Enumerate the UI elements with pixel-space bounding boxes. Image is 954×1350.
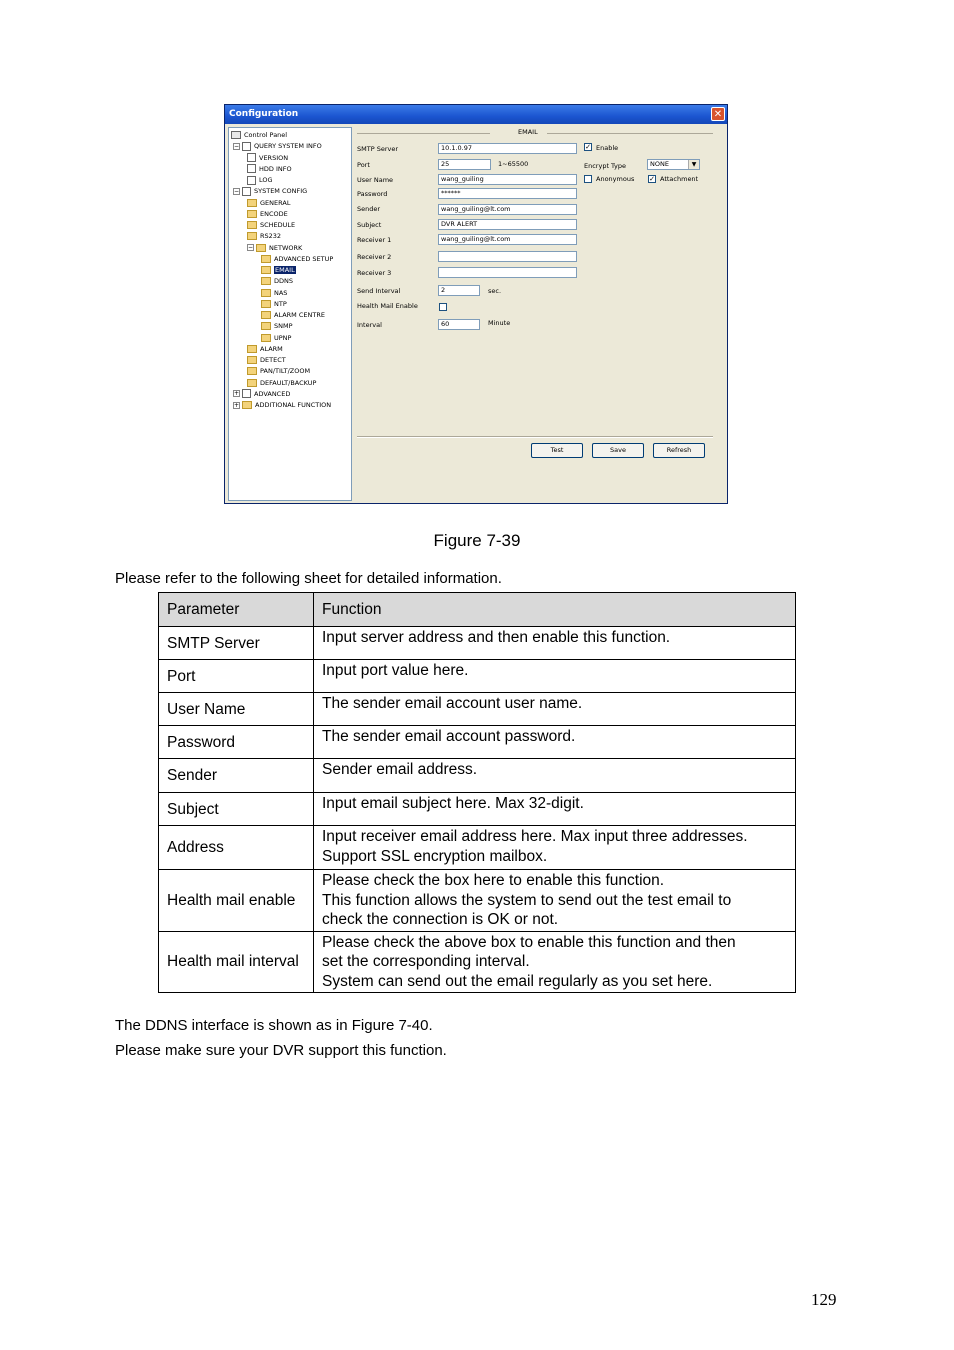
tree-item-label: NETWORK	[269, 243, 303, 252]
parameter-cell: SMTP Server	[159, 627, 314, 660]
function-cell	[314, 693, 796, 726]
parameter-cell: Subject	[159, 793, 314, 826]
tree-item[interactable]	[247, 243, 302, 253]
outro-line-1: The DDNS interface is shown as in Figure 7-40.	[115, 1017, 433, 1034]
close-icon[interactable]: ✕	[711, 107, 725, 121]
header-function: Function	[314, 593, 796, 627]
page-number: 129	[811, 1290, 837, 1309]
folder-icon	[261, 322, 271, 330]
function-cell	[314, 826, 796, 870]
folder-icon	[247, 379, 257, 387]
tree-item[interactable]	[247, 355, 286, 365]
password-input[interactable]: ******	[438, 188, 577, 199]
tree-item-label: UPNP	[274, 333, 292, 342]
function-cell	[314, 793, 796, 826]
folder-icon	[261, 255, 271, 263]
tree-item-label: DETECT	[260, 356, 286, 364]
table-row	[159, 793, 796, 826]
tree-item-label: SCHEDULE	[260, 221, 296, 229]
health-mail-checkbox[interactable]	[439, 303, 447, 311]
tree-item-label: VERSION	[259, 153, 289, 162]
outro-line-2: Please make sure your DVR support this function.	[115, 1042, 447, 1059]
folder-icon	[261, 311, 271, 319]
username-input[interactable]: wang_guiling	[438, 174, 577, 185]
function-cell	[314, 726, 796, 759]
tree-item[interactable]	[261, 254, 333, 264]
attachment-checkbox[interactable]: ✓	[649, 175, 655, 183]
function-line: Please check the above box to enable this function and then	[322, 933, 736, 951]
notepad-icon	[247, 153, 256, 162]
folder-icon	[261, 334, 271, 342]
tree-item-label: PAN/TILT/ZOOM	[260, 367, 311, 376]
tree-item[interactable]	[247, 378, 316, 388]
group-border-right	[547, 133, 713, 134]
folder-icon	[261, 289, 271, 297]
function-line: Input server address and then enable this function.	[322, 629, 671, 646]
tree-item[interactable]	[231, 130, 287, 140]
tree-item-label: ALARM CENTRE	[274, 311, 325, 319]
save-button[interactable]: Save	[592, 443, 644, 458]
receiver1-label: Receiver 1	[357, 236, 392, 244]
tree-item[interactable]	[247, 231, 281, 241]
tree-item-label: GENERAL	[260, 198, 291, 207]
folder-icon	[247, 356, 257, 364]
tree-item-label: ADDITIONAL FUNCTION	[255, 401, 332, 409]
function-line: Input email subject here. Max 32-digit.	[322, 795, 584, 812]
button-separator	[357, 436, 713, 438]
parameter-cell: Port	[159, 660, 314, 693]
tree-item-label: DDNS	[274, 277, 293, 286]
function-line: check the connection is OK or not.	[322, 911, 559, 928]
notepad-icon	[247, 176, 256, 185]
function-cell	[314, 870, 796, 932]
port-label: Port	[357, 161, 370, 169]
function-line: System can send out the email regularly as you set here.	[322, 972, 713, 990]
receiver2-input[interactable]	[438, 251, 577, 262]
function-line: The sender email account password.	[322, 728, 576, 745]
parameter-cell: User Name	[159, 693, 314, 726]
tree-item[interactable]	[261, 299, 287, 309]
enable-label: Enable	[596, 144, 619, 152]
receiver1-input[interactable]: wang_guiling@lt.com	[438, 234, 577, 245]
refresh-button[interactable]: Refresh	[653, 443, 705, 458]
username-label: User Name	[357, 176, 394, 184]
tree-item[interactable]	[247, 175, 273, 185]
receiver3-label: Receiver 3	[357, 269, 392, 277]
tree-item[interactable]	[261, 288, 287, 298]
smtp-server-input[interactable]: 10.1.0.97	[438, 143, 577, 154]
table-row	[159, 870, 796, 932]
tree-item-label: SNMP	[274, 322, 293, 331]
receiver2-label: Receiver 2	[357, 253, 392, 261]
function-line: Support SSL encryption mailbox.	[322, 847, 548, 865]
title-bar[interactable]	[225, 105, 727, 124]
folder-icon	[247, 345, 257, 353]
function-line: This function allows the system to send out the test email to	[322, 891, 732, 909]
tree-item[interactable]	[247, 198, 290, 208]
tree-item[interactable]	[261, 321, 293, 331]
function-line: The sender email account user name.	[322, 695, 583, 712]
table-row	[159, 759, 796, 793]
tree-item-label: DEFAULT/BACKUP	[260, 378, 317, 387]
folder-icon	[247, 210, 257, 218]
port-range: 1~65500	[498, 160, 529, 168]
group-title: EMAIL	[518, 128, 538, 136]
anonymous-label: Anonymous	[596, 175, 635, 183]
notepad-icon	[247, 164, 256, 173]
tree-item-label: Control Panel	[244, 131, 288, 139]
encrypt-type-value: NONE	[650, 160, 669, 168]
function-line: set the corresponding interval.	[322, 953, 530, 970]
function-line: Please check the box here to enable this function.	[322, 872, 665, 889]
tree-item-label: ALARM	[260, 344, 283, 353]
notepad-icon	[242, 142, 251, 151]
config-tree[interactable]	[228, 127, 352, 501]
tree-item[interactable]	[247, 366, 310, 376]
tree-item-label: ADVANCED	[254, 389, 291, 398]
function-cell	[314, 627, 796, 660]
sender-label: Sender	[357, 205, 381, 213]
tree-item[interactable]	[261, 265, 296, 275]
table-row	[159, 627, 796, 660]
test-button[interactable]: Test	[531, 443, 583, 458]
chevron-down-icon[interactable]: ▼	[688, 160, 699, 169]
tools-icon	[242, 187, 251, 196]
parameter-cell: Health mail enable	[159, 870, 314, 932]
password-label: Password	[357, 190, 388, 198]
tree-item-label: HDD INFO	[259, 164, 292, 173]
encrypt-type-label: Encrypt Type	[584, 162, 626, 170]
folder-icon	[242, 401, 252, 409]
tree-item-label: QUERY SYSTEM INFO	[254, 142, 322, 151]
tree-item[interactable]	[233, 400, 331, 410]
email-settings-panel	[355, 127, 725, 501]
sender-input[interactable]: wang_guiling@lt.com	[438, 204, 577, 215]
figure-caption: Figure 7-39	[433, 531, 521, 550]
parameter-cell: Sender	[159, 759, 314, 793]
folder-icon	[247, 199, 257, 207]
folder-icon	[261, 300, 271, 308]
tree-item-label: ADVANCED SETUP	[274, 254, 334, 263]
window-title: Configuration	[229, 109, 299, 119]
tree-item[interactable]	[233, 186, 307, 196]
tree-item-label: SYSTEM CONFIG	[254, 187, 308, 196]
expand-icon[interactable]: +	[234, 401, 240, 409]
health-mail-label: Health Mail Enable	[357, 302, 418, 310]
function-line: Sender email address.	[322, 761, 478, 778]
folder-icon	[247, 221, 257, 229]
table-row	[159, 660, 796, 693]
tree-item[interactable]	[247, 153, 288, 163]
tree-item[interactable]	[247, 344, 283, 354]
tree-item-label: RS232	[260, 232, 282, 241]
folder-icon	[247, 232, 257, 240]
tree-item-label: NAS	[274, 288, 288, 297]
function-cell	[314, 759, 796, 793]
subject-label: Subject	[357, 221, 382, 229]
collapse-icon[interactable]: −	[248, 244, 254, 251]
send-interval-input[interactable]: 2	[438, 285, 480, 296]
expand-icon[interactable]: +	[234, 390, 240, 398]
header-parameter: Parameter	[159, 593, 314, 627]
table-row	[159, 693, 796, 726]
send-interval-label: Send Interval	[357, 287, 401, 295]
tree-item-label: NTP	[274, 299, 287, 308]
function-line: Input port value here.	[322, 662, 469, 679]
table-row	[159, 826, 796, 870]
tree-item[interactable]	[233, 141, 322, 151]
folder-icon	[247, 367, 257, 375]
tree-item[interactable]	[247, 164, 292, 174]
parameter-table	[158, 592, 796, 993]
tree-item[interactable]	[261, 333, 291, 343]
table-header-row	[159, 593, 796, 627]
tree-item[interactable]	[261, 276, 293, 286]
tree-item-label: EMAIL	[275, 266, 295, 274]
port-input[interactable]: 25	[438, 159, 491, 170]
interval-label: Interval	[357, 321, 382, 329]
function-cell	[314, 660, 796, 693]
table-row	[159, 726, 796, 759]
computer-icon	[231, 131, 241, 139]
receiver3-input[interactable]	[438, 267, 577, 278]
tree-item[interactable]	[247, 209, 288, 219]
tree-item[interactable]	[247, 220, 295, 230]
tree-item-label: ENCODE	[260, 209, 288, 218]
folder-icon	[261, 277, 271, 285]
interval-unit: Minute	[488, 319, 511, 327]
parameter-cell: Address	[159, 826, 314, 870]
configuration-window	[224, 104, 728, 504]
folder-icon	[261, 266, 271, 274]
function-line: Input receiver email address here. Max input three addresses.	[322, 828, 748, 845]
attachment-label: Attachment	[660, 175, 699, 183]
function-cell	[314, 931, 796, 993]
parameter-cell: Health mail interval	[159, 931, 314, 993]
send-interval-unit: sec.	[488, 287, 502, 295]
smtp-server-label: SMTP Server	[357, 145, 399, 153]
interval-input[interactable]: 60	[438, 319, 480, 330]
enable-checkbox[interactable]: ✓	[585, 143, 591, 151]
parameter-cell: Password	[159, 726, 314, 759]
anonymous-checkbox[interactable]	[584, 175, 592, 183]
subject-input[interactable]: DVR ALERT	[438, 219, 577, 230]
collapse-icon[interactable]: −	[234, 142, 240, 150]
tools-icon	[242, 389, 251, 398]
intro-text: Please refer to the following sheet for detailed information.	[115, 570, 502, 587]
tree-item-label: LOG	[259, 176, 273, 184]
encrypt-type-select[interactable]	[647, 159, 700, 170]
tree-item[interactable]	[233, 389, 290, 399]
group-border-left	[357, 133, 490, 134]
folder-icon	[256, 244, 266, 252]
collapse-icon[interactable]: −	[234, 187, 240, 195]
tree-item[interactable]	[261, 310, 325, 320]
table-row	[159, 931, 796, 993]
